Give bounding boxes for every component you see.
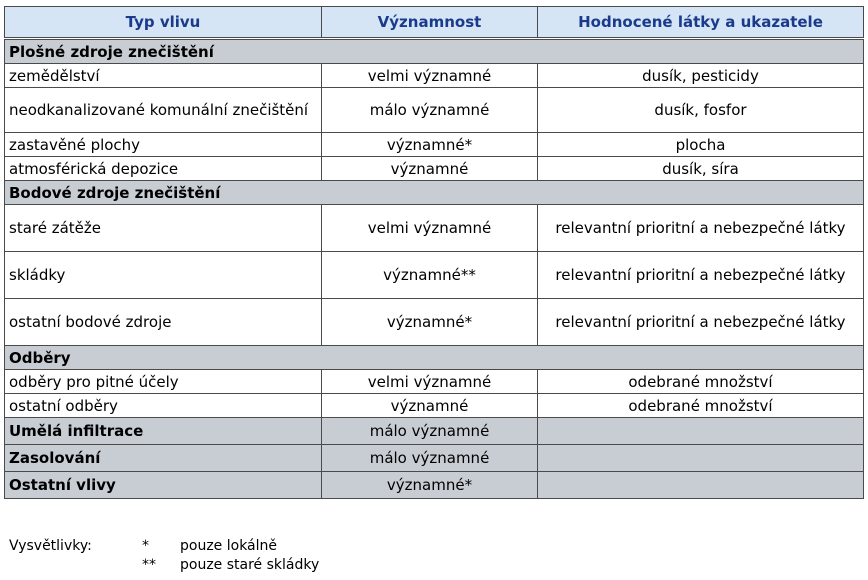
header-significance: Významnost [322, 7, 538, 39]
impact-name: ostatní odběry [5, 394, 322, 418]
table-row [5, 133, 864, 157]
significance-cell: významné** [322, 252, 538, 299]
impact-name: Ostatní vlivy [5, 472, 322, 499]
significance-cell: velmi významné [322, 205, 538, 252]
substances-cell: dusík, pesticidy [538, 64, 864, 88]
significance-cell: málo významné [322, 445, 538, 472]
section-title: Odběry [5, 346, 864, 370]
table-row [5, 299, 864, 346]
substances-cell: odebrané množství [538, 394, 864, 418]
significance-cell: významné [322, 157, 538, 181]
significance-cell: málo významné [322, 88, 538, 133]
legend-text: pouze staré skládky [180, 557, 320, 573]
substances-cell [538, 445, 864, 472]
table-row [5, 472, 864, 499]
table-row [5, 157, 864, 181]
legend-label: Vysvětlivky: [9, 538, 92, 554]
significance-cell: významné* [322, 299, 538, 346]
table-row [5, 370, 864, 394]
impact-name: atmosférická depozice [5, 157, 322, 181]
substances-cell: plocha [538, 133, 864, 157]
impact-name: Umělá infiltrace [5, 418, 322, 445]
legend-symbol: * [142, 538, 149, 554]
table-row [5, 252, 864, 299]
impact-table [4, 6, 864, 499]
table-row [5, 445, 864, 472]
impact-name: ostatní bodové zdroje [5, 299, 322, 346]
significance-cell: významné* [322, 472, 538, 499]
table-row [5, 205, 864, 252]
section-row [5, 346, 864, 370]
legend-text: pouze lokálně [180, 538, 278, 554]
section-row [5, 181, 864, 205]
impact-name: odběry pro pitné účely [5, 370, 322, 394]
legend-symbol: ** [142, 557, 156, 573]
table-header-row [5, 7, 864, 39]
substances-cell: odebrané množství [538, 370, 864, 394]
significance-cell: málo významné [322, 418, 538, 445]
impact-name: staré zátěže [5, 205, 322, 252]
significance-cell: významné* [322, 133, 538, 157]
impact-name: zastavěné plochy [5, 133, 322, 157]
section-row [5, 39, 864, 64]
table-row [5, 394, 864, 418]
section-title: Plošné zdroje znečištění [5, 39, 864, 64]
significance-cell: významné [322, 394, 538, 418]
impact-name: zemědělství [5, 64, 322, 88]
substances-cell: relevantní prioritní a nebezpečné látky [538, 299, 864, 346]
section-title: Bodové zdroje znečištění [5, 181, 864, 205]
impact-name: skládky [5, 252, 322, 299]
table-row [5, 64, 864, 88]
substances-cell [538, 472, 864, 499]
header-substances: Hodnocené látky a ukazatele [538, 7, 864, 39]
table-row [5, 88, 864, 133]
significance-cell: velmi významné [322, 370, 538, 394]
substances-cell: relevantní prioritní a nebezpečné látky [538, 252, 864, 299]
header-impact-type: Typ vlivu [5, 7, 322, 39]
substances-cell: dusík, síra [538, 157, 864, 181]
substances-cell [538, 418, 864, 445]
substances-cell: dusík, fosfor [538, 88, 864, 133]
impact-name: Zasolování [5, 445, 322, 472]
impact-name: neodkanalizované komunální znečištění [5, 88, 322, 133]
substances-cell: relevantní prioritní a nebezpečné látky [538, 205, 864, 252]
significance-cell: velmi významné [322, 64, 538, 88]
table-row [5, 418, 864, 445]
